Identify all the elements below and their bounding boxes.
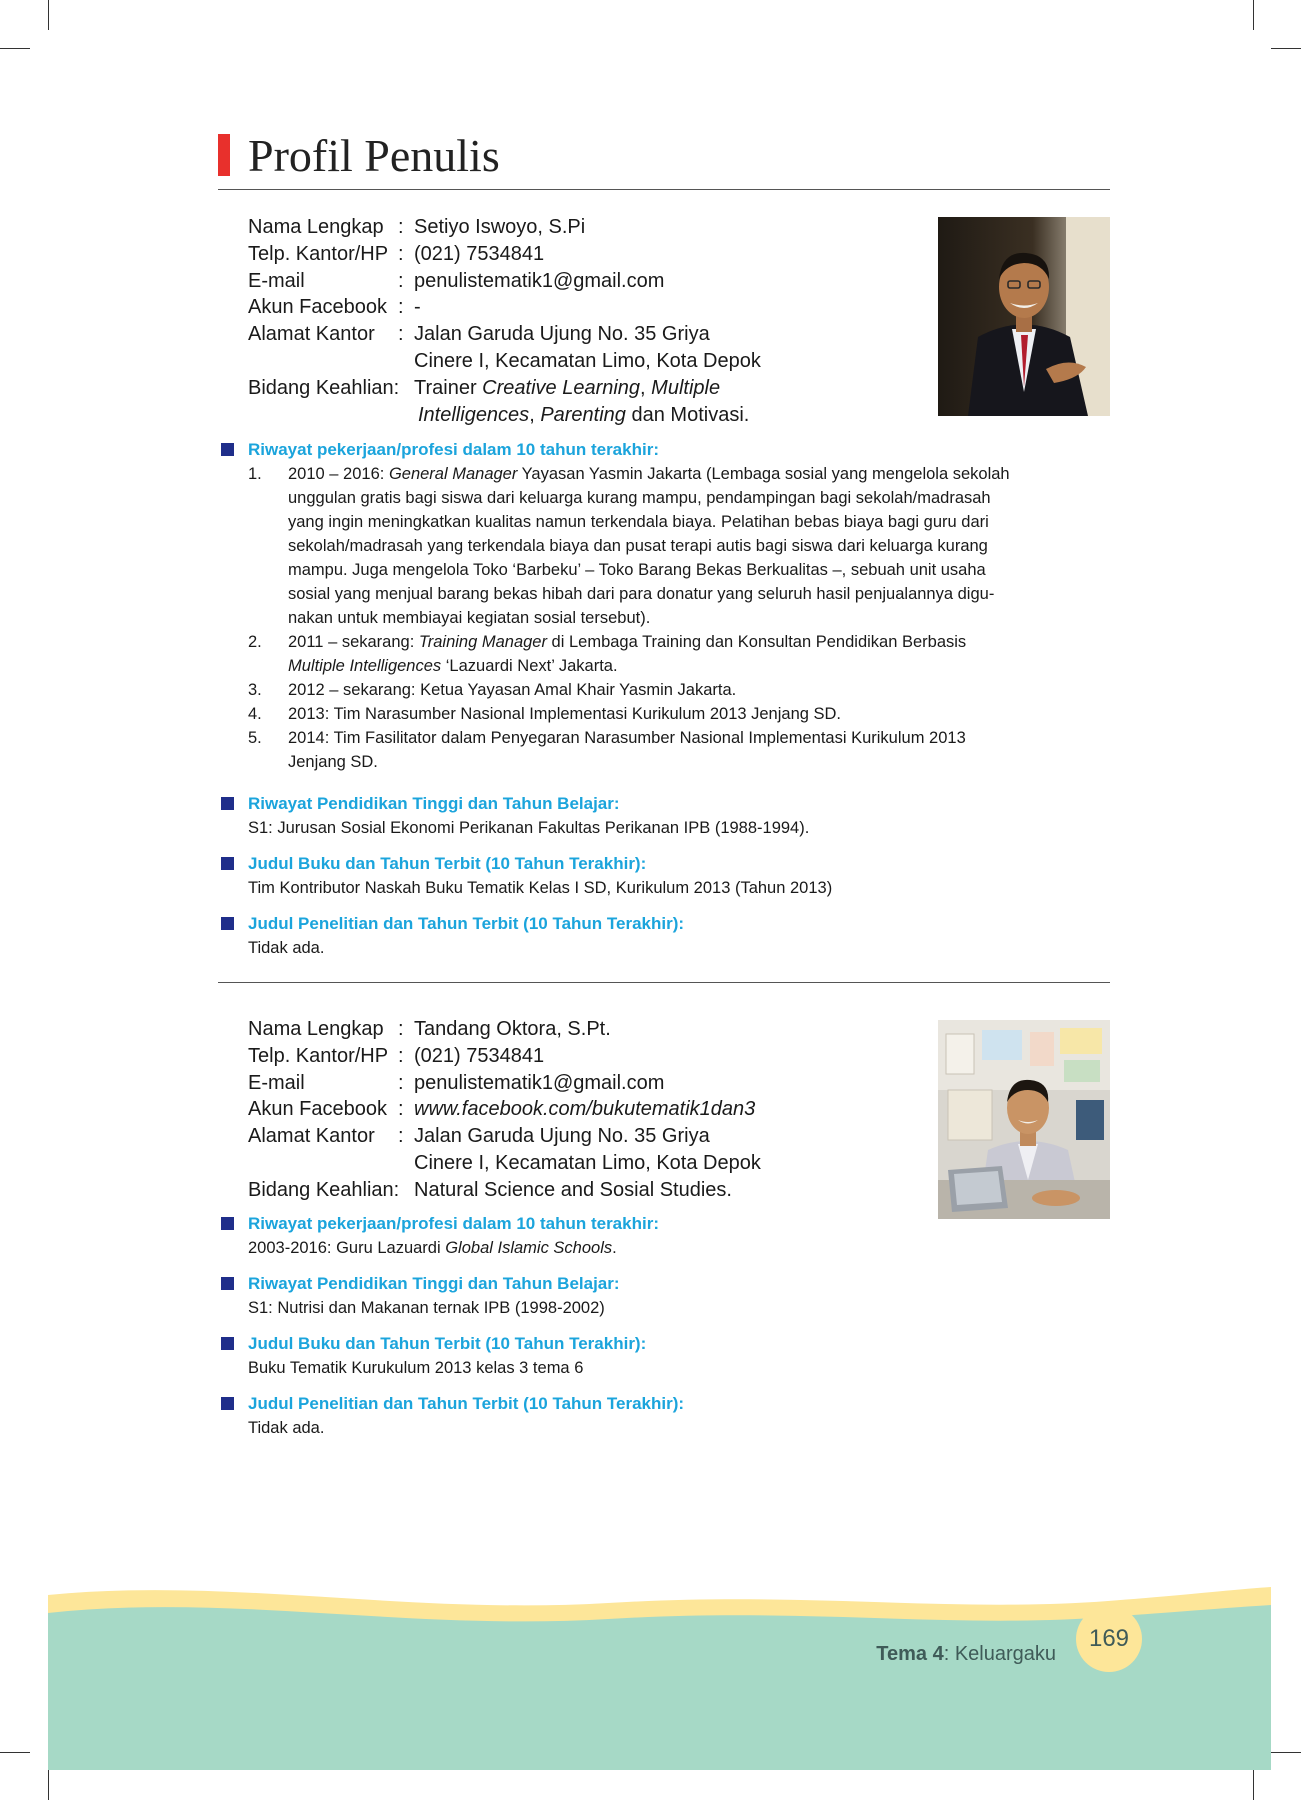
author-portrait-illustration — [938, 1020, 1110, 1219]
crop-mark — [1271, 48, 1301, 49]
section-books — [218, 852, 1110, 900]
list-item: 4. 2013: Tim Narasumber Nasional Implementasi Kurikulum 2013 Jenjang SD. — [248, 705, 842, 723]
crop-mark — [1271, 1752, 1301, 1753]
list-item: 5. 2014: Tim Fasilitator dalam Penyegaran Narasumber Nasional Implementasi Kurikulum 2013 Jenjang SD. — [248, 729, 966, 771]
section-heading: Judul Buku dan Tahun Terbit (10 Tahun Terakhir): — [218, 852, 1110, 876]
section-work-history — [218, 1212, 1110, 1260]
author-address-line1: Jalan Garuda Ujung No. 35 Griya — [414, 323, 710, 346]
author-address-line2: Cinere I, Kecamatan Limo, Kota Depok — [414, 349, 761, 372]
footer-theme: Tema 4: Keluargaku — [876, 1643, 1056, 1665]
title-divider — [218, 189, 1110, 190]
title-accent-bar — [218, 134, 230, 176]
crop-mark — [48, 1770, 49, 1800]
square-bullet-icon — [221, 1337, 234, 1350]
author-photo — [938, 217, 1110, 416]
author-photo — [938, 1020, 1110, 1219]
crop-mark — [1253, 1770, 1254, 1800]
research-text: Tidak ada. — [248, 939, 325, 957]
author-address-line2: Cinere I, Kecamatan Limo, Kota Depok — [414, 1151, 761, 1174]
education-text: S1: Jurusan Sosial Ekonomi Perikanan Fakultas Perikanan IPB (1988-1994). — [248, 819, 810, 837]
author-expertise-line1: Trainer Creative Learning, Multiple — [414, 376, 721, 399]
research-text: Tidak ada. — [248, 1419, 325, 1437]
section-research — [218, 912, 1110, 960]
square-bullet-icon — [221, 797, 234, 810]
author-phone: (021) 7534841 — [414, 242, 545, 265]
education-text: S1: Nutrisi dan Makanan ternak IPB (1998-2002) — [248, 1299, 605, 1317]
section-heading: Riwayat Pendidikan Tinggi dan Tahun Belajar: — [218, 1272, 1110, 1296]
square-bullet-icon — [221, 917, 234, 930]
page-number-badge: 169 — [1076, 1606, 1142, 1672]
crop-mark — [1253, 0, 1254, 30]
author-phone: (021) 7534841 — [414, 1044, 545, 1067]
square-bullet-icon — [221, 443, 234, 456]
section-heading: Riwayat pekerjaan/profesi dalam 10 tahun terakhir: — [218, 438, 1110, 462]
books-text: Buku Tematik Kurukulum 2013 kelas 3 tema 6 — [248, 1359, 584, 1377]
list-item: 2. 2011 – sekarang: Training Manager di Lembaga Training dan Konsultan Pendidikan Berbasis Multiple Intelligences ‘Lazuardi Next’ Jakarta. — [248, 633, 967, 675]
list-item: 3. 2012 – sekarang: Ketua Yayasan Amal Khair Yasmin Jakarta. — [248, 681, 737, 699]
section-education — [218, 1272, 1110, 1320]
author-name: Tandang Oktora, S.Pt. — [414, 1018, 611, 1040]
section-research — [218, 1392, 1110, 1440]
author-profile-2: Nama Lengkap : Tandang Oktora, S.Pt. Telp. Kantor/HP : (021) 7534841 E-mail : penulistematik1@gmail.com Akun Facebook : www.facebook.com/bukutematik1dan3 Alamat Kantor : Jalan Garuda Ujung No. 35 Griya Cinere I, Kecamatan Limo, Kota Depok Bidang Keahlian: Natural Science and Sosial Studies. Riwayat pekerjaan/profesi dalam 10 tahun terakhir: 2003-2016: Guru Lazuardi Global Islamic Schools. Riwayat Pendidikan Tinggi dan Tahun Belajar: S1: Nutrisi dan Makanan ternak IPB (1998-2002) Judul Buku dan Tahun Terbit (10 Tahun Terakhir): Buku Tematik Kurukulum 2013 kelas 3 tema 6 Judul Penelitian dan Tahun Terbit (10 Tahun Terakhir): Tidak ada. — [218, 1016, 1110, 1446]
crop-mark — [48, 0, 49, 30]
work-history-list — [248, 462, 1110, 774]
author-expertise: Natural Science and Sosial Studies. — [414, 1178, 732, 1201]
crop-mark — [0, 1752, 30, 1753]
author-name: Setiyo Iswoyo, S.Pi — [414, 216, 586, 238]
author-profile-1: Nama Lengkap : Setiyo Iswoyo, S.Pi Telp. Kantor/HP : (021) 7534841 E-mail : penulistematik1@gmail.com Akun Facebook : - Alamat Kantor : Jalan Garuda Ujung No. 35 Griya Cinere I, Kecamatan Limo, Kota Depok Bidang Keahlian: Trainer Creative Learning, Multiple Intelligences, Parenting dan Motivasi. Riwayat pekerjaan/profesi dalam 10 tahun terakhir: 1. 2010 – 2016: General Manager Yayasan Yasmin Jakarta (Lembaga sosial yang mengelola sekolah unggulan gratis bagi siswa dari keluarga kurang mampu, pendampingan bagi sekolah/madrasah yang ingin meningkatkan kualitas namun terkendala biaya. Pelatihan bebas biaya bagi guru dari sekolah/madrasah yang terkendala biaya dan pusat terapi autis bagi siswa dari keluarga kurang mampu. Juga mengelola Toko ‘Barbeku’ – Toko Barang Bekas Berkualitas –, sebuah unit usaha sosial yang menjual barang bekas hibah dari para donatur yang seluruh hasil penjualannya digu- nakan untuk membiayai kegiatan sosial tersebut). 2. 2011 – sekarang: Training Manager di Lembaga Training dan Konsultan Pendidikan Berbasis Multiple Intelligences ‘Lazuardi Next’ Jakarta. 3. 2012 – sekarang: Ketua Yayasan Amal Khair Yasmin Jakarta. 4. 2013: Tim Narasumber Nasional Implementasi Kurikulum 2013 Jenjang SD. 5. 2014: Tim Fasilitator dalam Penyegaran Narasumber Nasional Implementasi Kurikulum 2013 Jenjang SD. Riwayat Pendidikan Tinggi dan Tahun Belajar: S1: Jurusan Sosial Ekonomi Perikanan Fakultas Perikanan IPB (1988-1994). Judul Buku dan Tahun Terbit (10 Tahun Terakhir): Tim Kontributor Naskah Buku Tematik Kelas I SD, Kurikulum 2013 (Tahun 2013) Judul Penelitian dan Tahun Terbit (10 Tahun Terakhir): Tidak ada. — [218, 214, 1110, 974]
section-education — [218, 792, 1110, 840]
author-facebook-link: www.facebook.com/bukutematik1dan3 — [414, 1098, 756, 1121]
crop-mark — [0, 48, 30, 49]
page-title: Profil Penulis — [218, 126, 500, 186]
work-history-text: 2003-2016: Guru Lazuardi Global Islamic Schools. — [248, 1239, 617, 1257]
author-expertise-line2: Intelligences, Parenting dan Motivasi. — [418, 403, 750, 426]
section-heading: Judul Buku dan Tahun Terbit (10 Tahun Terakhir): — [218, 1332, 1110, 1356]
author-divider — [218, 982, 1110, 983]
section-heading: Riwayat Pendidikan Tinggi dan Tahun Belajar: — [218, 792, 1110, 816]
section-work-history — [218, 438, 1110, 774]
books-text: Tim Kontributor Naskah Buku Tematik Kelas I SD, Kurikulum 2013 (Tahun 2013) — [248, 879, 833, 897]
section-heading: Riwayat pekerjaan/profesi dalam 10 tahun terakhir: — [218, 1212, 1110, 1236]
author-email: penulistematik1@gmail.com — [414, 1071, 665, 1094]
author-email: penulistematik1@gmail.com — [414, 269, 665, 292]
section-books — [218, 1332, 1110, 1380]
list-item: 1. 2010 – 2016: General Manager Yayasan Yasmin Jakarta (Lembaga sosial yang mengelola sekolah unggulan gratis bagi siswa dari keluarga kurang mampu, pendampingan bagi sekolah/madrasah yang ingin meningkatkan kualitas namun terkendala biaya. Pelatihan bebas biaya bagi guru dari sekolah/madrasah yang terkendala biaya dan pusat terapi autis bagi siswa dari keluarga kurang mampu. Juga mengelola Toko ‘Barbeku’ – Toko Barang Bekas Berkualitas –, sebuah unit usaha sosial yang menjual barang bekas hibah dari para donatur yang seluruh hasil penjualannya digu- nakan untuk membiayai kegiatan sosial tersebut). — [248, 465, 1010, 627]
author-address-line1: Jalan Garuda Ujung No. 35 Griya — [414, 1125, 710, 1148]
author-portrait-illustration — [938, 217, 1110, 416]
square-bullet-icon — [221, 1397, 234, 1410]
section-heading: Judul Penelitian dan Tahun Terbit (10 Tahun Terakhir): — [218, 1392, 1110, 1416]
author-facebook: - — [414, 296, 421, 319]
square-bullet-icon — [221, 857, 234, 870]
section-heading: Judul Penelitian dan Tahun Terbit (10 Tahun Terakhir): — [218, 912, 1110, 936]
square-bullet-icon — [221, 1277, 234, 1290]
square-bullet-icon — [221, 1217, 234, 1230]
